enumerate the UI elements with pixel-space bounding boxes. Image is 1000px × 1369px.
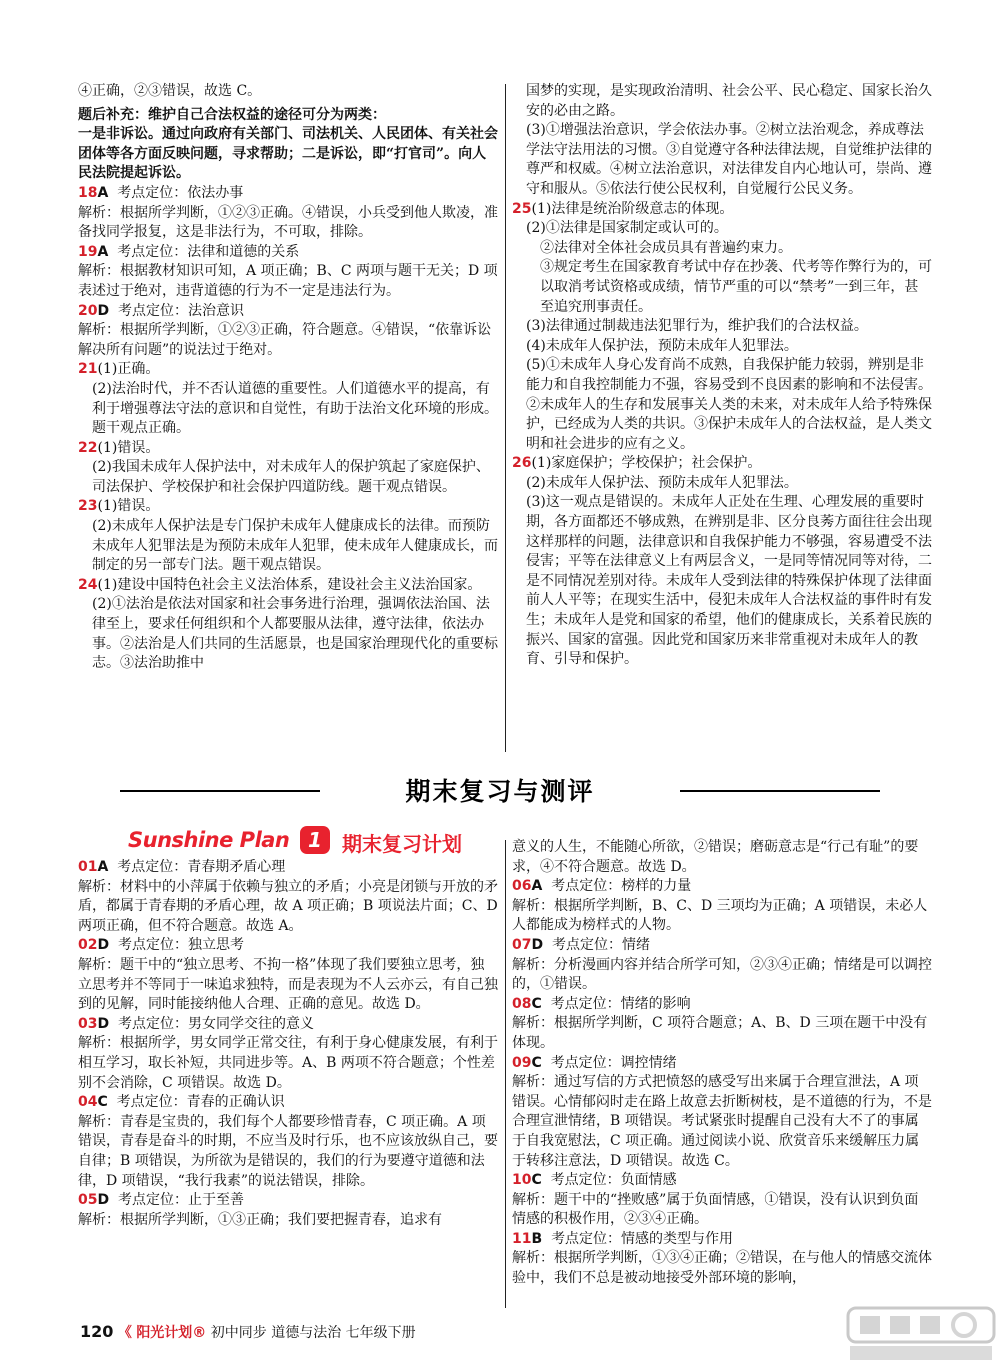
supplement-text: 一是非诉讼。通过向政府有关部门、司法机关、人民团体、有关社会团体等各方面反映问题，寻求帮助；二是诉讼，即“打官司”。向人民法院提起诉讼。 xyxy=(78,126,498,182)
footer-brand: 阳光计划® xyxy=(136,1325,207,1341)
column-divider xyxy=(505,84,506,752)
question-07: 07D 考点定位：情绪 xyxy=(512,936,651,953)
answer-23-2: (2)未成年人保护法是专门保护未成年人健康成长的法律。而预防未成年人犯罪法是为预防未成年人犯罪，使未成年人健康成长，而制定的另一部专门法。题干观点错误。 xyxy=(92,518,498,574)
answer-text: ④正确，②③错误，故选 C。 xyxy=(78,83,262,99)
answer-22-2: (2)我国未成年人保护法中，对未成年人的保护筑起了家庭保护、司法保护、学校保护和社会保护四道防线。题干观点错误。 xyxy=(92,459,490,495)
analysis-04: 解析：青春是宝贵的，我们每个人都要珍惜青春，C 项正确。A 项错误，青春是奋斗的时期，不应当及时行乐，也不应该放纵自己，要自律；B 项错误，为所欲为是错误的，我们的行为要遵守道德和法律，D 项错误，“我行我素”的说法错误，排除。 xyxy=(78,1113,498,1189)
supplement-title: 题后补充：维护自己合法权益的途径可分为两类： xyxy=(78,106,386,123)
answer-24-cont: 国梦的实现，是实现政治清明、社会公平、民心稳定、国家长治久安的必由之路。 xyxy=(526,83,932,119)
question-11: 11B 考点定位：情感的类型与作用 xyxy=(512,1230,734,1247)
answer-21-2: (2)法治时代，并不否认道德的重要性。人们道德水平的提高，有利于增强尊法守法的意识和自觉性，有助于法治文化环境的形成。题干观点正确。 xyxy=(92,380,498,437)
answer-column-4 xyxy=(512,838,932,1289)
question-10: 10C 考点定位：负面情感 xyxy=(512,1172,677,1189)
analysis-05-cont: 意义的人生，不能随心所欲，②错误；磨砺意志是“行己有耻”的要求，④不符合题意。故选 D。 xyxy=(512,839,919,875)
answer-25-2b: ②法律对全体社会成员具有普遍约束力。 xyxy=(540,239,792,256)
page-footer xyxy=(80,1322,416,1342)
section-title: 期末复习与测评 xyxy=(405,777,595,806)
question-05: 05D 考点定位：止于至善 xyxy=(78,1192,245,1209)
plan-title-en: Sunshine Plan xyxy=(128,828,290,852)
analysis-06: 解析：根据所学判断，B、C、D 三项均为正确；A 项错误，未必人人都能成为榜样式的人物。 xyxy=(512,897,928,934)
question-20: 20D 考点定位：法治意识 xyxy=(78,302,245,319)
analysis-08: 解析：根据所学判断，C 项符合题意；A、B、D 三项在题干中没有体现。 xyxy=(512,1015,928,1051)
analysis-09: 解析：通过写信的方式把愤怒的感受写出来属于合理宣泄法，A 项错误。心情郁闷时走在路上故意去折断树枝，是不道德的行为，不是合理宣泄情绪，B 项错误。考试紧张时提醒自己没有大不了的事属于自我宽慰法，C 项正确。通过阅读小说、欣赏音乐来缓解压力属于转移注意法，D 项错误。故选 C。 xyxy=(512,1074,932,1169)
analysis-03: 解析：根据所学，男女同学正常交往，有利于身心健康发展，有利于相互学习，取长补短，共同进步等。A、B 两项不符合题意；个性差别不会消除，C 项错误。故选 D。 xyxy=(78,1035,498,1091)
question-22: 22(1)错误。 xyxy=(78,439,160,456)
question-18: 18A 考点定位：依法办事 xyxy=(78,184,244,201)
analysis-07: 解析：分析漫画内容并结合所学可知，②③④正确；情绪是可以调控的，①错误。 xyxy=(512,956,932,993)
question-01: 01A 考点定位：青春期矛盾心理 xyxy=(78,859,286,875)
answer-25-3: (3)法律通过制裁违法犯罪行为，维护我们的合法权益。 xyxy=(526,318,868,335)
footer-book-title: 初中同步 道德与法治 七年级下册 xyxy=(210,1325,416,1341)
question-26: 26(1)家庭保护；学校保护；社会保护。 xyxy=(512,455,762,472)
analysis-10: 解析：题干中的“挫败感”属于负面情感，①错误，没有认识到负面情感的积极作用，②③④正确。 xyxy=(512,1191,919,1228)
analysis-20: 解析：根据所学判断，①②③正确，符合题意。④错误，“依靠诉讼解决所有问题”的说法过于绝对。 xyxy=(78,322,492,358)
question-04: 04C 考点定位：青春的正确认识 xyxy=(78,1094,285,1111)
question-23: 23(1)错误。 xyxy=(78,498,160,515)
page-number: 120 xyxy=(80,1322,114,1341)
answer-column-3 xyxy=(78,858,498,1230)
analysis-01: 解析：材料中的小萍属于依赖与独立的矛盾；小亮是闭锁与开放的矛盾，都属于青春期的矛盾心理，故 A 项正确；B 项说法片面；C、D 两项正确，但不符合题意。故选 A。 xyxy=(78,878,498,934)
analysis-19: 解析：根据教材知识可知，A 项正确；B、C 两项与题干无关；D 项表述过于绝对，违背道德的行为不一定是违法行为。 xyxy=(78,263,498,299)
question-03: 03D 考点定位：男女同学交往的意义 xyxy=(78,1015,315,1032)
footer-arrow-icon: 《 xyxy=(117,1325,132,1341)
answer-column-2 xyxy=(512,82,932,670)
question-25: 25(1)法律是统治阶级意志的体现。 xyxy=(512,200,734,217)
answer-25-2a: (2)①法律是国家制定或认可的。 xyxy=(526,220,728,237)
answer-25-5: (5)①未成年人身心发育尚不成熟，自我保护能力较弱，辨别是非能力和自我控制能力不强，容易受到不良因素的影响和不法侵害。②未成年人的生存和发展事关人类的未来，对未成年人给予特殊保护，已经成为人类的共识。③保护未成年人的合法权益，是人类文明和社会进步的应有之义。 xyxy=(526,357,932,452)
question-19: 19A 考点定位：法律和道德的关系 xyxy=(78,243,300,260)
plan-banner xyxy=(128,826,498,856)
question-09: 09C 考点定位：调控情绪 xyxy=(512,1054,677,1071)
answer-25-2c: ③规定考生在国家教育考试中存在抄袭、代考等作弊行为的，可以取消考试资格或成绩，情节严重的可以“禁考”一到三年，甚至追究刑事责任。 xyxy=(540,259,932,315)
analysis-02: 解析：题干中的“独立思考、不拘一格”体现了我们要独立思考，独立思考并不等同于一味追求独特，而是表现为不人云亦云，有自己独到的见解，同时能接纳他人合理、正确的意见。故选 D。 xyxy=(78,956,498,1013)
question-08: 08C 考点定位：情绪的影响 xyxy=(512,995,691,1012)
watermark-logo xyxy=(846,1306,996,1364)
answer-25-4: (4)未成年人保护法，预防未成年人犯罪法。 xyxy=(526,337,798,354)
column-divider xyxy=(505,840,506,1308)
answer-column-1 xyxy=(78,82,498,674)
answer-26-2: (2)未成年人保护法、预防未成年人犯罪法。 xyxy=(526,474,798,491)
analysis-11: 解析：根据所学判断，①③④正确；②错误，在与他人的情感交流体验中，我们不总是被动地接受外部环境的影响， xyxy=(512,1250,932,1287)
question-02: 02D 考点定位：独立思考 xyxy=(78,937,245,954)
answer-26-3: (3)这一观点是错误的。未成年人正处在生理、心理发展的重要时期，各方面都还不够成熟，在辨别是非、区分良莠方面往往会出现这样那样的问题，法律意识和自我保护能力不够强，容易遭受不法侵害；平等在法律意义上有两层含义，一是同等情况同等对待，二是不同情况差别对待。未成年人受到法律的特殊保护体现了法律面前人人平等；在现实生活中，侵犯未成年人合法权益的事件时有发生；未成年人是党和国家的希望，他们的健康成长，关系着民族的振兴、国家的富强。因此党和国家历来非常重视对未成年人的教育、引导和保护。 xyxy=(526,494,932,668)
question-21: 21(1)正确。 xyxy=(78,361,160,378)
analysis-05: 解析：根据所学判断，①③正确；我们要把握青春，追求有 xyxy=(78,1211,442,1228)
answer-24-2: (2)①法治是依法对国家和社会事务进行治理，强调依法治国、法律至上，要求任何组织和个人都要服从法律，遵守法律，依法办事。②法治是人们共同的生活愿景，也是国家治理现代化的重要标志。③法治助推中 xyxy=(92,596,498,672)
plan-title-cn: 期末复习计划 xyxy=(342,832,462,856)
question-06: 06A 考点定位：榜样的力量 xyxy=(512,878,692,895)
answer-24-3: (3)①增强法治意识，学会依法办事。②树立法治观念，养成尊法学法守法用法的习惯。③自觉遵守各种法律法规，自觉维护法律的尊严和权威。④树立法治意识，对法律发自内心地认可，崇尚、遵守和服从。⑤依法行使公民权利，自觉履行公民义务。 xyxy=(526,122,932,197)
plan-number-badge: 1 xyxy=(300,826,330,854)
question-24: 24(1)建设中国特色社会主义法治体系，建设社会主义法治国家。 xyxy=(78,576,482,593)
analysis-18: 解析：根据所学判断，①②③正确。④错误，小兵受到他人欺凌，准备找同学报复，这是非法行为，不可取，排除。 xyxy=(78,204,498,241)
